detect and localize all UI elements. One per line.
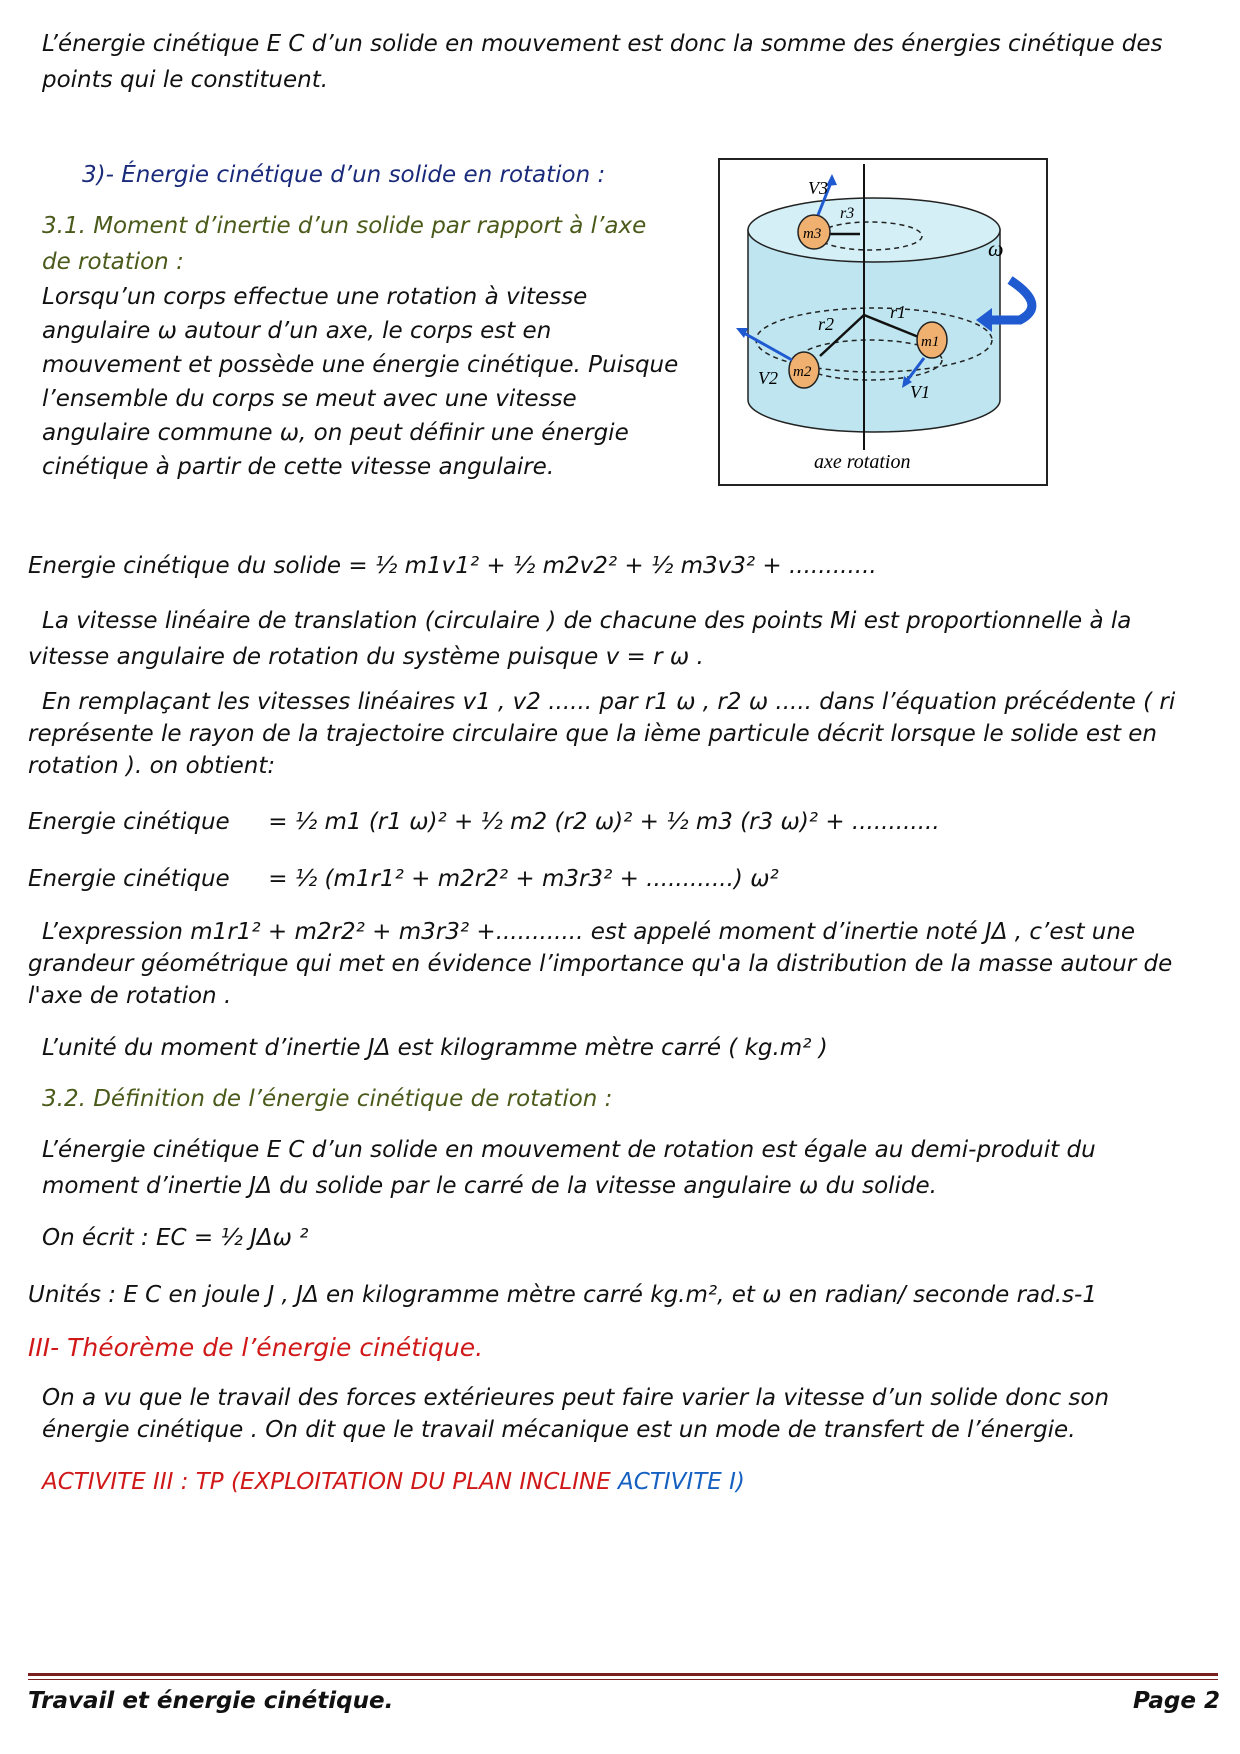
label-r1: r1 bbox=[890, 302, 907, 322]
activity-line bbox=[42, 1464, 1192, 1500]
equation-1-expr: ½ m1v1² + ½ m2v2² + ½ m3v3² + ............ bbox=[374, 553, 877, 579]
subsection-3-1-paragraph: Lorsqu’un corps effectue une rotation à vitesse angulaire ω autour d’un axe, le corps est en mouvement et possède une énergie cinétique. Puisque l’ensemble du corps se meut avec une vitesse angulaire commune ω, on peut définir une énergie cinétique à partir de cette vitesse angulaire. bbox=[42, 284, 679, 480]
label-r3: r3 bbox=[840, 205, 855, 222]
footer-divider-thin bbox=[28, 1679, 1218, 1680]
label-m2: m2 bbox=[793, 364, 812, 380]
linear-velocity-paragraph: La vitesse linéaire de translation (circulaire ) de chacune des points Mi est proportionnelle à la vitesse angulaire de rotation du système puisque v = r ω . bbox=[28, 608, 1132, 670]
section-III-paragraph: On a vu que le travail des forces extérieures peut faire varier la vitesse d’un solide donc son énergie cinétique . On dit que le travail mécanique est un mode de transfert de l’énergie. bbox=[42, 1385, 1110, 1443]
intro-paragraph: L’énergie cinétique E C d’un solide en mouvement est donc la somme des énergies cinétique des points qui le constituent. bbox=[42, 31, 1163, 93]
label-axis: axe rotation bbox=[814, 451, 911, 473]
rotation-figure bbox=[718, 158, 1048, 486]
replacement-paragraph: En remplaçant les vitesses linéaires v1 , v2 ...... par r1 ω , r2 ω ..... dans l’équation précédente ( ri représente le rayon de la trajectoire circulaire que la ième particule décrit lorsque le solide est en rotation ). on obtient: bbox=[28, 689, 1176, 779]
label-v2: V2 bbox=[758, 368, 778, 388]
cylinder-top bbox=[748, 198, 1000, 262]
label-omega: ω bbox=[988, 236, 1004, 261]
subsection-3-1-title: 3.1. Moment d’inertie d’un solide par rapport à l’axe de rotation : bbox=[42, 213, 647, 275]
equation-2-label: Energie cinétique bbox=[28, 809, 230, 835]
footer-title: Travail et énergie cinétique. bbox=[28, 1688, 394, 1714]
equation-1: Energie cinétique du solide = ½ m1v1² + ½ m2v2² + ½ m3v3² + ............ bbox=[28, 553, 877, 579]
label-v1: V1 bbox=[910, 382, 930, 402]
inertia-expression-paragraph: L’expression m1r1² + m2r2² + m3r3² +............ est appelé moment d’inertie noté JΔ , c’est une grandeur géométrique qui met en évidence l’importance qu'a la distribution de la masse autour de l'axe de rotation . bbox=[28, 919, 1173, 1009]
equation-3 bbox=[28, 861, 1128, 897]
footer-divider bbox=[28, 1673, 1218, 1676]
activity-red-text: ACTIVITE III : TP (EXPLOITATION DU PLAN INCLINE bbox=[42, 1469, 611, 1495]
equation-1-label: Energie cinétique du solide bbox=[28, 553, 342, 579]
subsection-3-2-paragraph: L’énergie cinétique E C d’un solide en mouvement de rotation est égale au demi-produit du moment d’inertie JΔ du solide par le carré de la vitesse angulaire ω du solide. bbox=[42, 1137, 1096, 1199]
label-m3: m3 bbox=[803, 226, 822, 242]
inertia-unit-paragraph: L’unité du moment d’inertie JΔ est kilogramme mètre carré ( kg.m² ) bbox=[42, 1035, 828, 1061]
equation-3-expr: = ½ (m1r1² + m2r2² + m3r3² + ............) ω² bbox=[268, 866, 779, 892]
equation-2 bbox=[28, 804, 1128, 840]
label-m1: m1 bbox=[921, 334, 940, 350]
equation-3-label: Energie cinétique bbox=[28, 866, 230, 892]
section-III-title: III- Théorème de l’énergie cinétique. bbox=[28, 1333, 484, 1362]
subsection-3-2-title: 3.2. Définition de l’énergie cinétique de rotation : bbox=[42, 1086, 613, 1112]
activity-blue-text: ACTIVITE I) bbox=[618, 1469, 745, 1495]
units-line: Unités : E C en joule J , JΔ en kilogramme mètre carré kg.m², et ω en radian/ seconde rad.s-1 bbox=[28, 1282, 1097, 1308]
section-3-title: 3)- Énergie cinétique d’un solide en rotation : bbox=[82, 162, 606, 188]
label-r2: r2 bbox=[818, 314, 835, 334]
page-number: Page 2 bbox=[1133, 1688, 1220, 1714]
rotation-diagram bbox=[720, 160, 1046, 484]
label-v3: V3 bbox=[808, 178, 828, 198]
equation-2-expr: = ½ m1 (r1 ω)² + ½ m2 (r2 ω)² + ½ m3 (r3 ω)² + ............ bbox=[268, 809, 940, 835]
kinetic-energy-formula: On écrit : EC = ½ JΔω ² bbox=[42, 1225, 309, 1251]
